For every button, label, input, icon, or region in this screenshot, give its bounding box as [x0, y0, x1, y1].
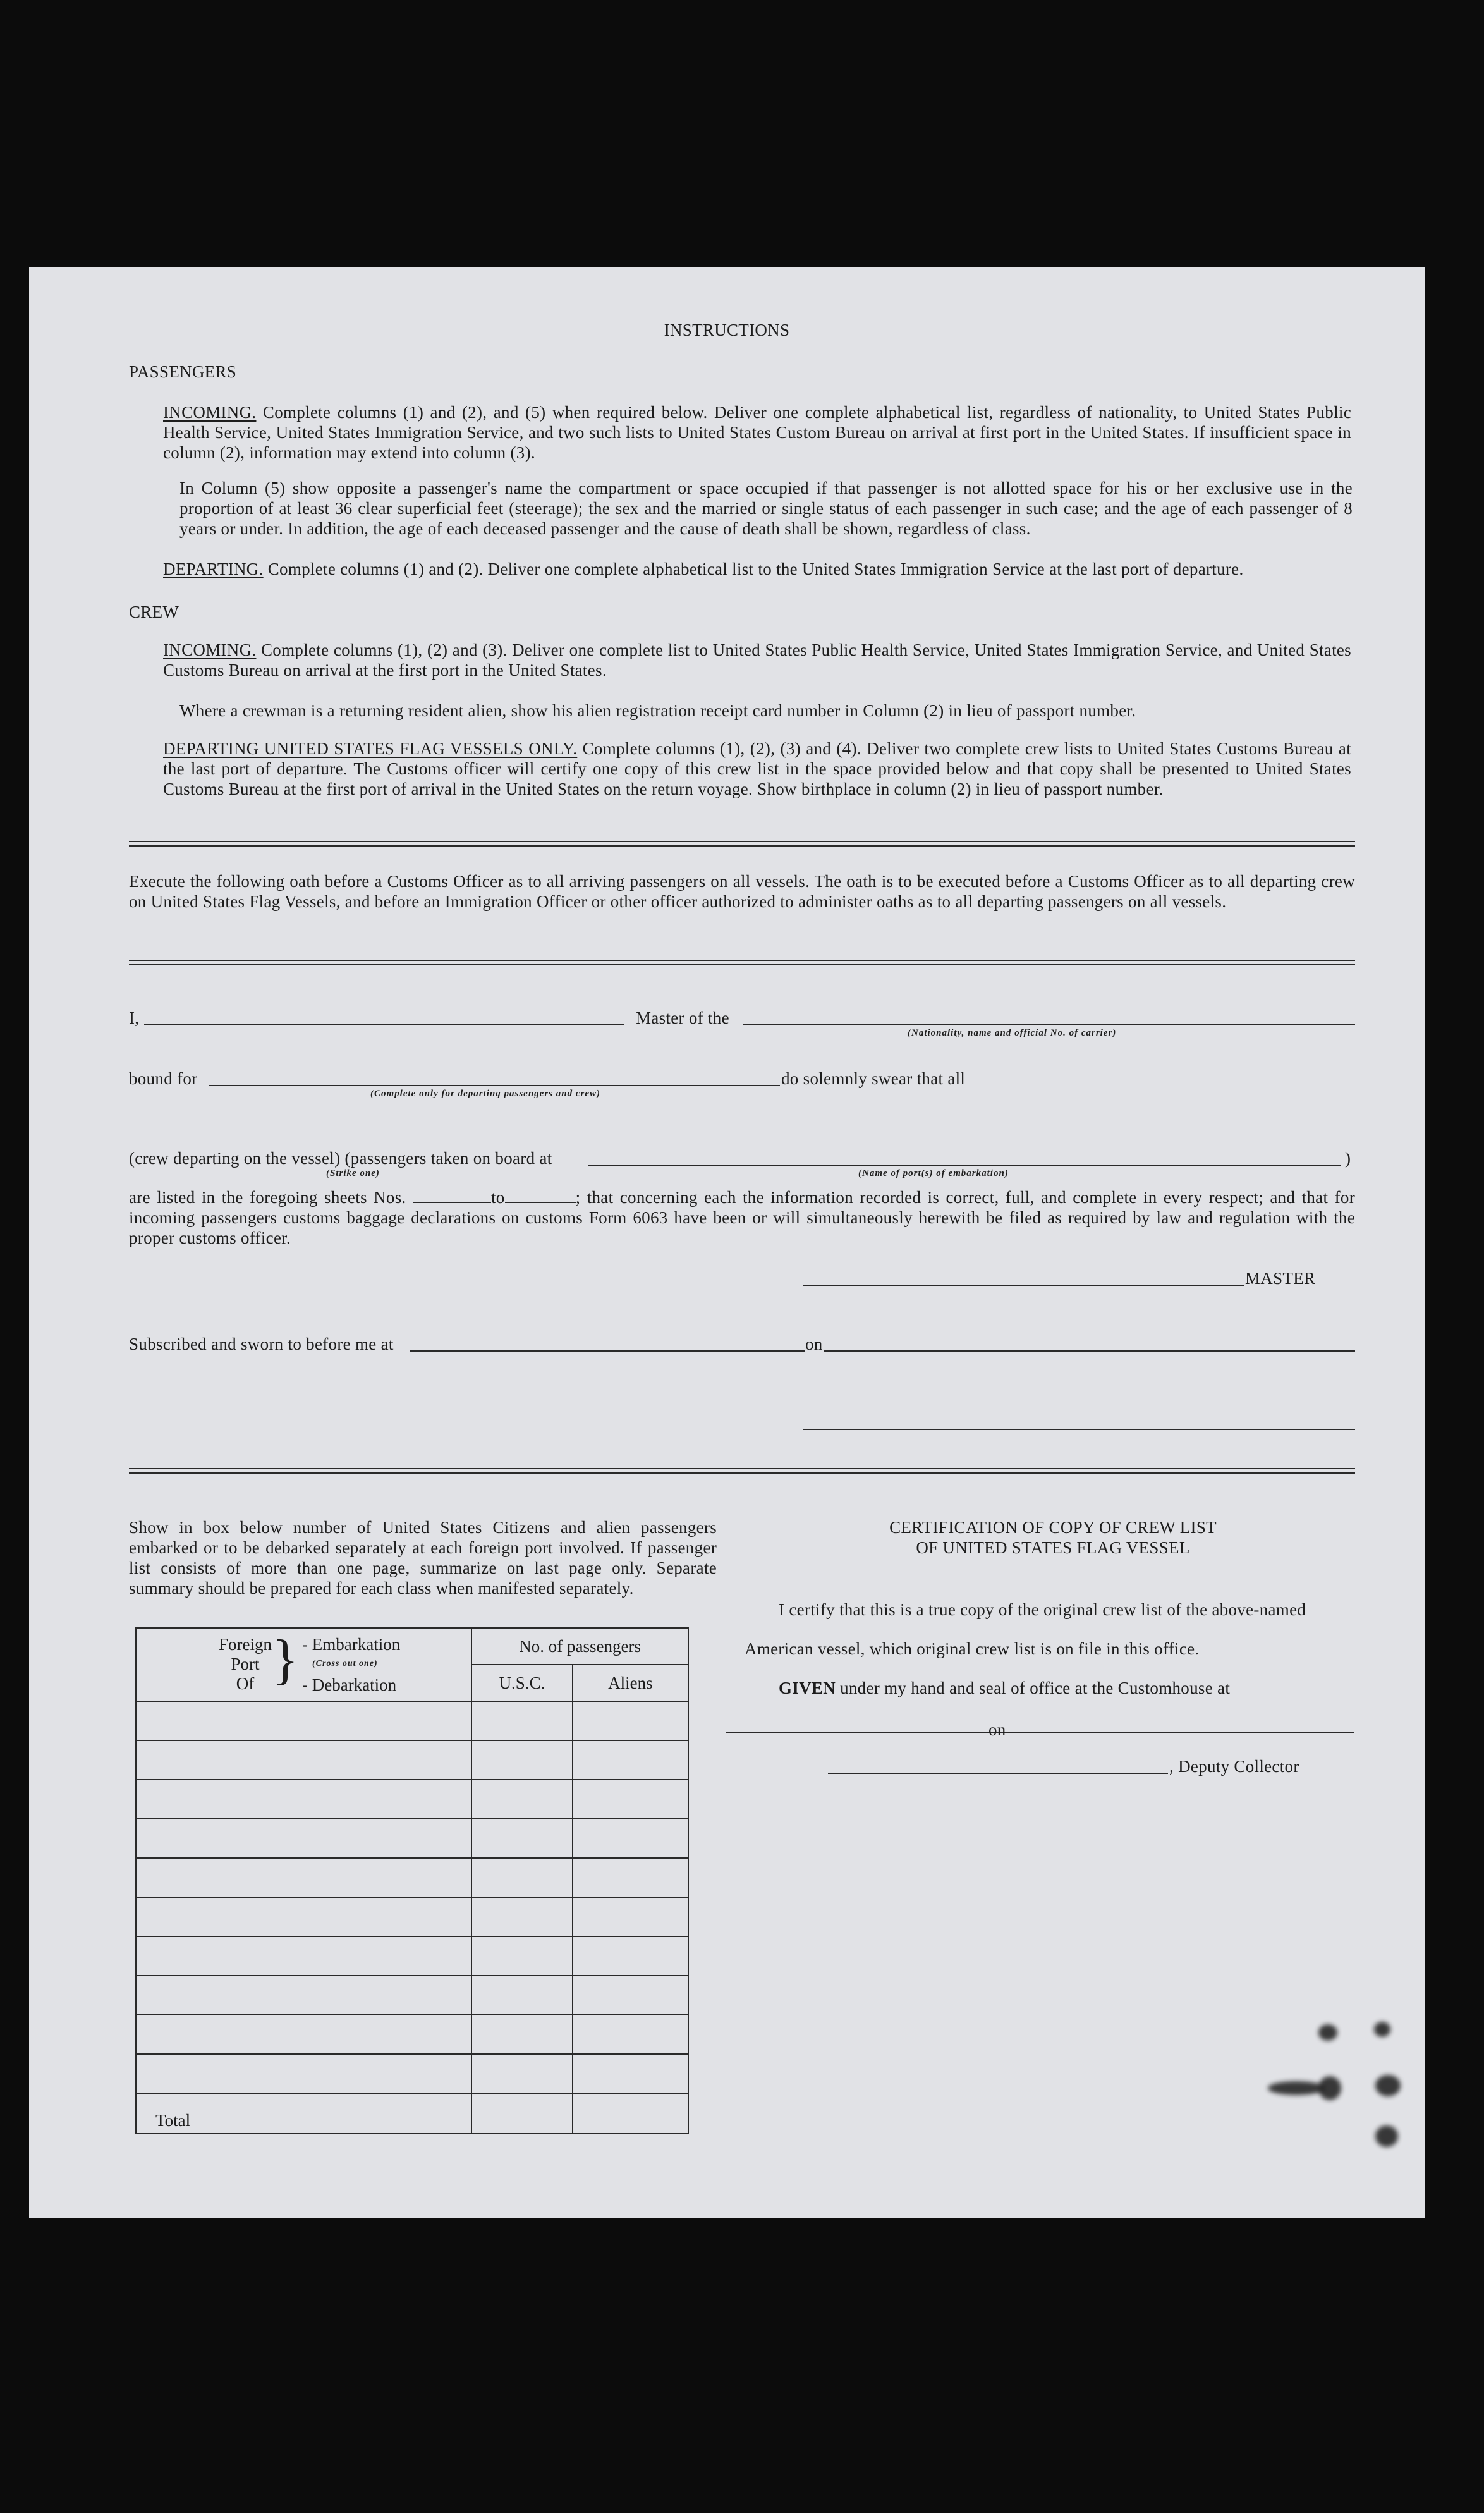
- usc-cell[interactable]: [471, 2054, 572, 2093]
- deputy-signature-line[interactable]: [828, 1773, 1168, 1774]
- debarkation-option[interactable]: - Debarkation: [302, 1675, 397, 1694]
- deputy-collector-label: , Deputy Collector: [1169, 1757, 1299, 1776]
- port-cell[interactable]: [136, 1858, 471, 1897]
- passengers-column5-text: In Column (5) show opposite a passenger's name the compartment or space occupied if that passenger is not allotted space for his or her exclusive use in the proportion of at least 36 clear superficial feet (steerage); the sex and the married or single status of each passenger in such case; and the age of each passenger of 8 years or under. In addition, the age of each deceased passenger and the cause of death shall be shown, regardless of class.: [179, 479, 1353, 538]
- aliens-cell[interactable]: [573, 1740, 688, 1780]
- aliens-cell[interactable]: [573, 1701, 688, 1740]
- total-usc-cell[interactable]: [471, 2093, 572, 2134]
- listed-paragraph: [129, 1187, 1355, 1248]
- port-cell[interactable]: [136, 1740, 471, 1780]
- passengers-incoming-label: INCOMING.: [163, 403, 257, 422]
- master-label: MASTER: [1245, 1269, 1316, 1288]
- given-line: [779, 1678, 1230, 1698]
- aliens-cell[interactable]: [573, 1858, 688, 1897]
- port-cell[interactable]: [136, 1936, 471, 1976]
- master-signature-line[interactable]: [803, 1285, 1244, 1286]
- to-label: to: [490, 1188, 505, 1207]
- given-bold: GIVEN: [779, 1678, 836, 1697]
- crew-departing-choice: (crew departing on the vessel) (passengers taken on board at: [129, 1149, 552, 1168]
- port-label: Port: [231, 1654, 260, 1673]
- usc-header: U.S.C.: [471, 1665, 572, 1701]
- sworn-date-line[interactable]: [824, 1350, 1355, 1352]
- of-label: Of: [236, 1674, 255, 1693]
- officer-signature-line[interactable]: [803, 1429, 1355, 1430]
- crew-departing: [163, 738, 1351, 799]
- carrier-line[interactable]: [743, 1024, 1355, 1025]
- oath-divider: [129, 960, 1355, 965]
- aliens-cell[interactable]: [573, 2054, 688, 2093]
- no-passengers-header: No. of passengers: [471, 1628, 688, 1665]
- port-cell[interactable]: [136, 1780, 471, 1819]
- aliens-cell[interactable]: [573, 1976, 688, 2015]
- swear-text: do solemnly swear that all: [781, 1069, 966, 1088]
- page-title: INSTRUCTIONS: [664, 321, 790, 339]
- foreign-port-header: [136, 1628, 471, 1701]
- port-summary-table: [135, 1627, 689, 2134]
- sworn-place-line[interactable]: [410, 1350, 805, 1352]
- listed-text: ; that concerning each the information recorded is correct, full, and complete in every respect; and that for incoming passengers customs baggage declarations on customs Form 6063 have been or will simultaneously herewith be filed as required by law and regulation with the proper customs officer.: [129, 1188, 1355, 1247]
- bound-for-label: bound for: [129, 1069, 198, 1088]
- customhouse-line[interactable]: [726, 1732, 1015, 1733]
- usc-cell[interactable]: [471, 1858, 572, 1897]
- total-label: Total: [136, 2093, 471, 2134]
- complete-note: (Complete only for departing passengers and crew): [370, 1089, 600, 1099]
- ink-smudge: [1318, 2076, 1341, 2100]
- subscribed-label: Subscribed and sworn to before me at: [129, 1335, 394, 1354]
- sheet-to-line[interactable]: [505, 1202, 576, 1203]
- crew-incoming-text: Complete columns (1), (2) and (3). Deliver one complete list to United States Public Health Service, United States Immigration Service, and United States Customs Bureau on arrival at the first port in the United States.: [163, 640, 1351, 680]
- embarkation-option[interactable]: - Embarkation: [302, 1635, 401, 1654]
- certification-title-line2: OF UNITED STATES FLAG VESSEL: [916, 1538, 1190, 1557]
- cert-on-label: on: [988, 1720, 1006, 1739]
- strike-note: (Strike one): [326, 1168, 380, 1178]
- port-cell[interactable]: [136, 1897, 471, 1936]
- crew-departing-label: DEPARTING UNITED STATES FLAG VESSELS ONLY.: [163, 739, 578, 758]
- summary-instructions: Show in box below number of United States Citizens and alien passengers embarked or to be debarked separately at each foreign port involved. If passenger list consists of more than one page, summarize on last page only. Separate summary should be prepared for each class when manifested separately.: [129, 1518, 717, 1598]
- port-cell[interactable]: [136, 1976, 471, 2015]
- master-name-line[interactable]: [144, 1024, 624, 1025]
- passengers-incoming: [163, 402, 1351, 463]
- aliens-cell[interactable]: [573, 2015, 688, 2054]
- oath-intro: Execute the following oath before a Customs Officer as to all arriving passengers on all vessels. The oath is to be executed before a Customs Officer as to all departing crew on United States Flag Vessels, and before an Immigration Officer or other officer authorized to administer oaths as to all departing passengers on all vessels.: [129, 872, 1355, 911]
- crew-heading: CREW: [129, 602, 179, 621]
- passengers-departing-label: DEPARTING.: [163, 559, 264, 578]
- form-page: [29, 267, 1425, 2218]
- usc-cell[interactable]: [471, 1897, 572, 1936]
- aliens-header: Aliens: [573, 1665, 688, 1701]
- port-note: (Name of port(s) of embarkation): [858, 1168, 1009, 1178]
- usc-cell[interactable]: [471, 1740, 572, 1780]
- usc-cell[interactable]: [471, 2015, 572, 2054]
- sheet-from-line[interactable]: [413, 1202, 491, 1203]
- passengers-departing: [163, 559, 1351, 579]
- total-aliens-cell[interactable]: [573, 2093, 688, 2134]
- master-of-the-label: Master of the: [636, 1008, 729, 1027]
- passengers-departing-text: Complete columns (1) and (2). Deliver one complete alphabetical list to the United States Immigration Service at the last port of departure.: [267, 559, 1244, 578]
- usc-cell[interactable]: [471, 1819, 572, 1858]
- passengers-incoming-text: Complete columns (1) and (2), and (5) when required below. Deliver one complete alphabetical list, regardless of nationality, to United States Public Health Service, United States Immigration Service, and two such lists to United States Custom Bureau on arrival at first port in the United States. If insufficient space in column (2), information may extend into column (3).: [163, 403, 1351, 462]
- usc-cell[interactable]: [471, 1976, 572, 2015]
- crew-departing-text: Complete columns (1), (2), (3) and (4). Deliver two complete crew lists to United States Customs Bureau at the last port of departure. The Customs officer will certify one copy of this crew list in the space provided below and that copy shall be presented to United States Customs Bureau at the first port of arrival in the United States on the return voyage. Show birthplace in column (2) in lieu of passport number.: [163, 739, 1351, 798]
- brace-icon: }: [272, 1629, 299, 1691]
- port-cell[interactable]: [136, 2015, 471, 2054]
- oath-i-label: I,: [129, 1008, 140, 1027]
- passengers-heading: PASSENGERS: [129, 362, 237, 381]
- usc-cell[interactable]: [471, 1701, 572, 1740]
- section-divider: [129, 841, 1355, 847]
- bottom-divider: [129, 1468, 1355, 1474]
- certify-line1: I certify that this is a true copy of the original crew list of the above-named: [779, 1600, 1306, 1619]
- crew-incoming-label: INCOMING.: [163, 640, 257, 659]
- port-cell[interactable]: [136, 1701, 471, 1740]
- ink-smudge: [1375, 2075, 1401, 2096]
- crew-resident-text: Where a crewman is a returning resident alien, show his alien registration receipt card number in Column (2) in lieu of passport number.: [179, 701, 1136, 720]
- aliens-cell[interactable]: [573, 1936, 688, 1976]
- ink-smudge: [1268, 2081, 1325, 2095]
- ink-smudge: [1375, 2125, 1398, 2147]
- foreign-label: Foreign: [219, 1635, 272, 1654]
- certify-line2: American vessel, which original crew list is on file in this office.: [745, 1639, 1200, 1658]
- cert-date-line[interactable]: [1015, 1732, 1354, 1733]
- port-cell[interactable]: [136, 1819, 471, 1858]
- certification-title: [737, 1517, 1369, 1558]
- port-cell[interactable]: [136, 2054, 471, 2093]
- aliens-cell[interactable]: [573, 1819, 688, 1858]
- nationality-note: (Nationality, name and official No. of carrier): [908, 1028, 1117, 1038]
- aliens-cell[interactable]: [573, 1780, 688, 1819]
- given-rest: under my hand and seal of office at the Customhouse at: [840, 1678, 1231, 1697]
- listed-prefix: are listed in the foregoing sheets Nos.: [129, 1188, 406, 1207]
- aliens-cell[interactable]: [573, 1897, 688, 1936]
- crew-incoming: [163, 640, 1351, 680]
- bound-for-line[interactable]: [209, 1085, 780, 1086]
- usc-cell[interactable]: [471, 1936, 572, 1976]
- close-paren: ): [1345, 1149, 1351, 1168]
- embarkation-port-line[interactable]: [588, 1165, 1341, 1166]
- cross-out-note: (Cross out one): [312, 1659, 378, 1668]
- ink-smudge: [1318, 2024, 1337, 2041]
- usc-cell[interactable]: [471, 1780, 572, 1819]
- certification-title-line1: CERTIFICATION OF COPY OF CREW LIST: [889, 1518, 1217, 1537]
- on-label: on: [805, 1335, 823, 1354]
- ink-smudge: [1374, 2022, 1390, 2037]
